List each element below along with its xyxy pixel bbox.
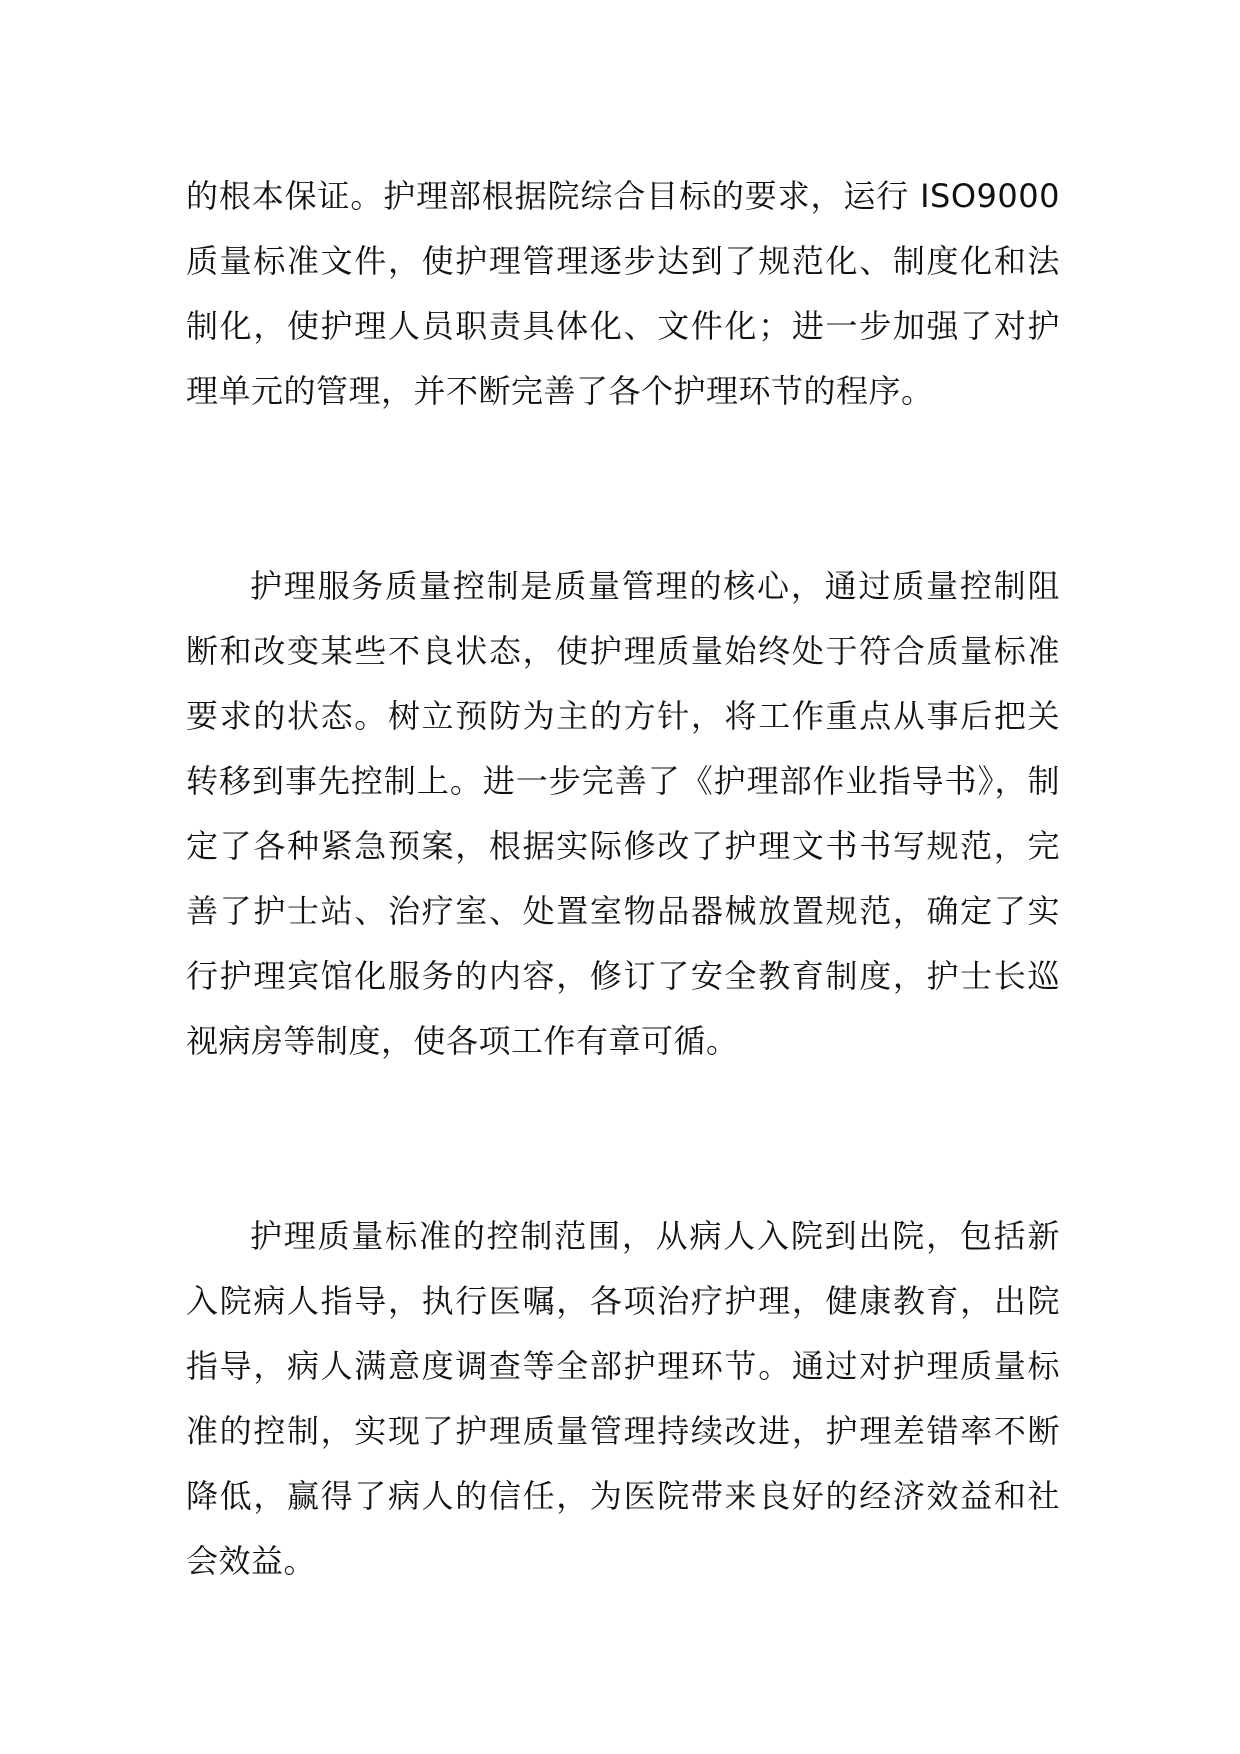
paragraph-quality-standards-scope: 护理质量标准的控制范围，从病人入院到出院，包括新入院病人指导，执行医嘱，各项治疗护理，健康教育，出院指导，病人满意度调查等全部护理环节。通过对护理质量标准的控制，实现了护理质量管理持续改进，护理差错率不断降低，赢得了病人的信任，为医院带来良好的经济效益和社会效益。	[186, 1217, 1060, 1580]
paragraph-quality-control: 护理服务质量控制是质量管理的核心，通过质量控制阻断和改变某些不良状态，使护理质量始终处于符合质量标准要求的状态。树立预防为主的方针，将工作重点从事后把关转移到事先控制上。进一步完善了《护理部作业指导书》，制定了各种紧急预案，根据实际修改了护理文书书写规范，完善了护士站、治疗室、处置室物品器械放置规范，确定了实行护理宾馆化服务的内容，修订了安全教育制度，护士长巡视病房等制度，使各项工作有章可循。	[186, 567, 1060, 1060]
paragraph-continuation: 的根本保证。护理部根据院综合目标的要求，运行 ISO9000 质量标准文件，使护理管理逐步达到了规范化、制度化和法制化，使护理人员职责具体化、文件化；进一步加强了对护理单元的管理，并不断完善了各个护理环节的程序。	[186, 177, 1060, 410]
document-body	[186, 164, 1060, 1594]
